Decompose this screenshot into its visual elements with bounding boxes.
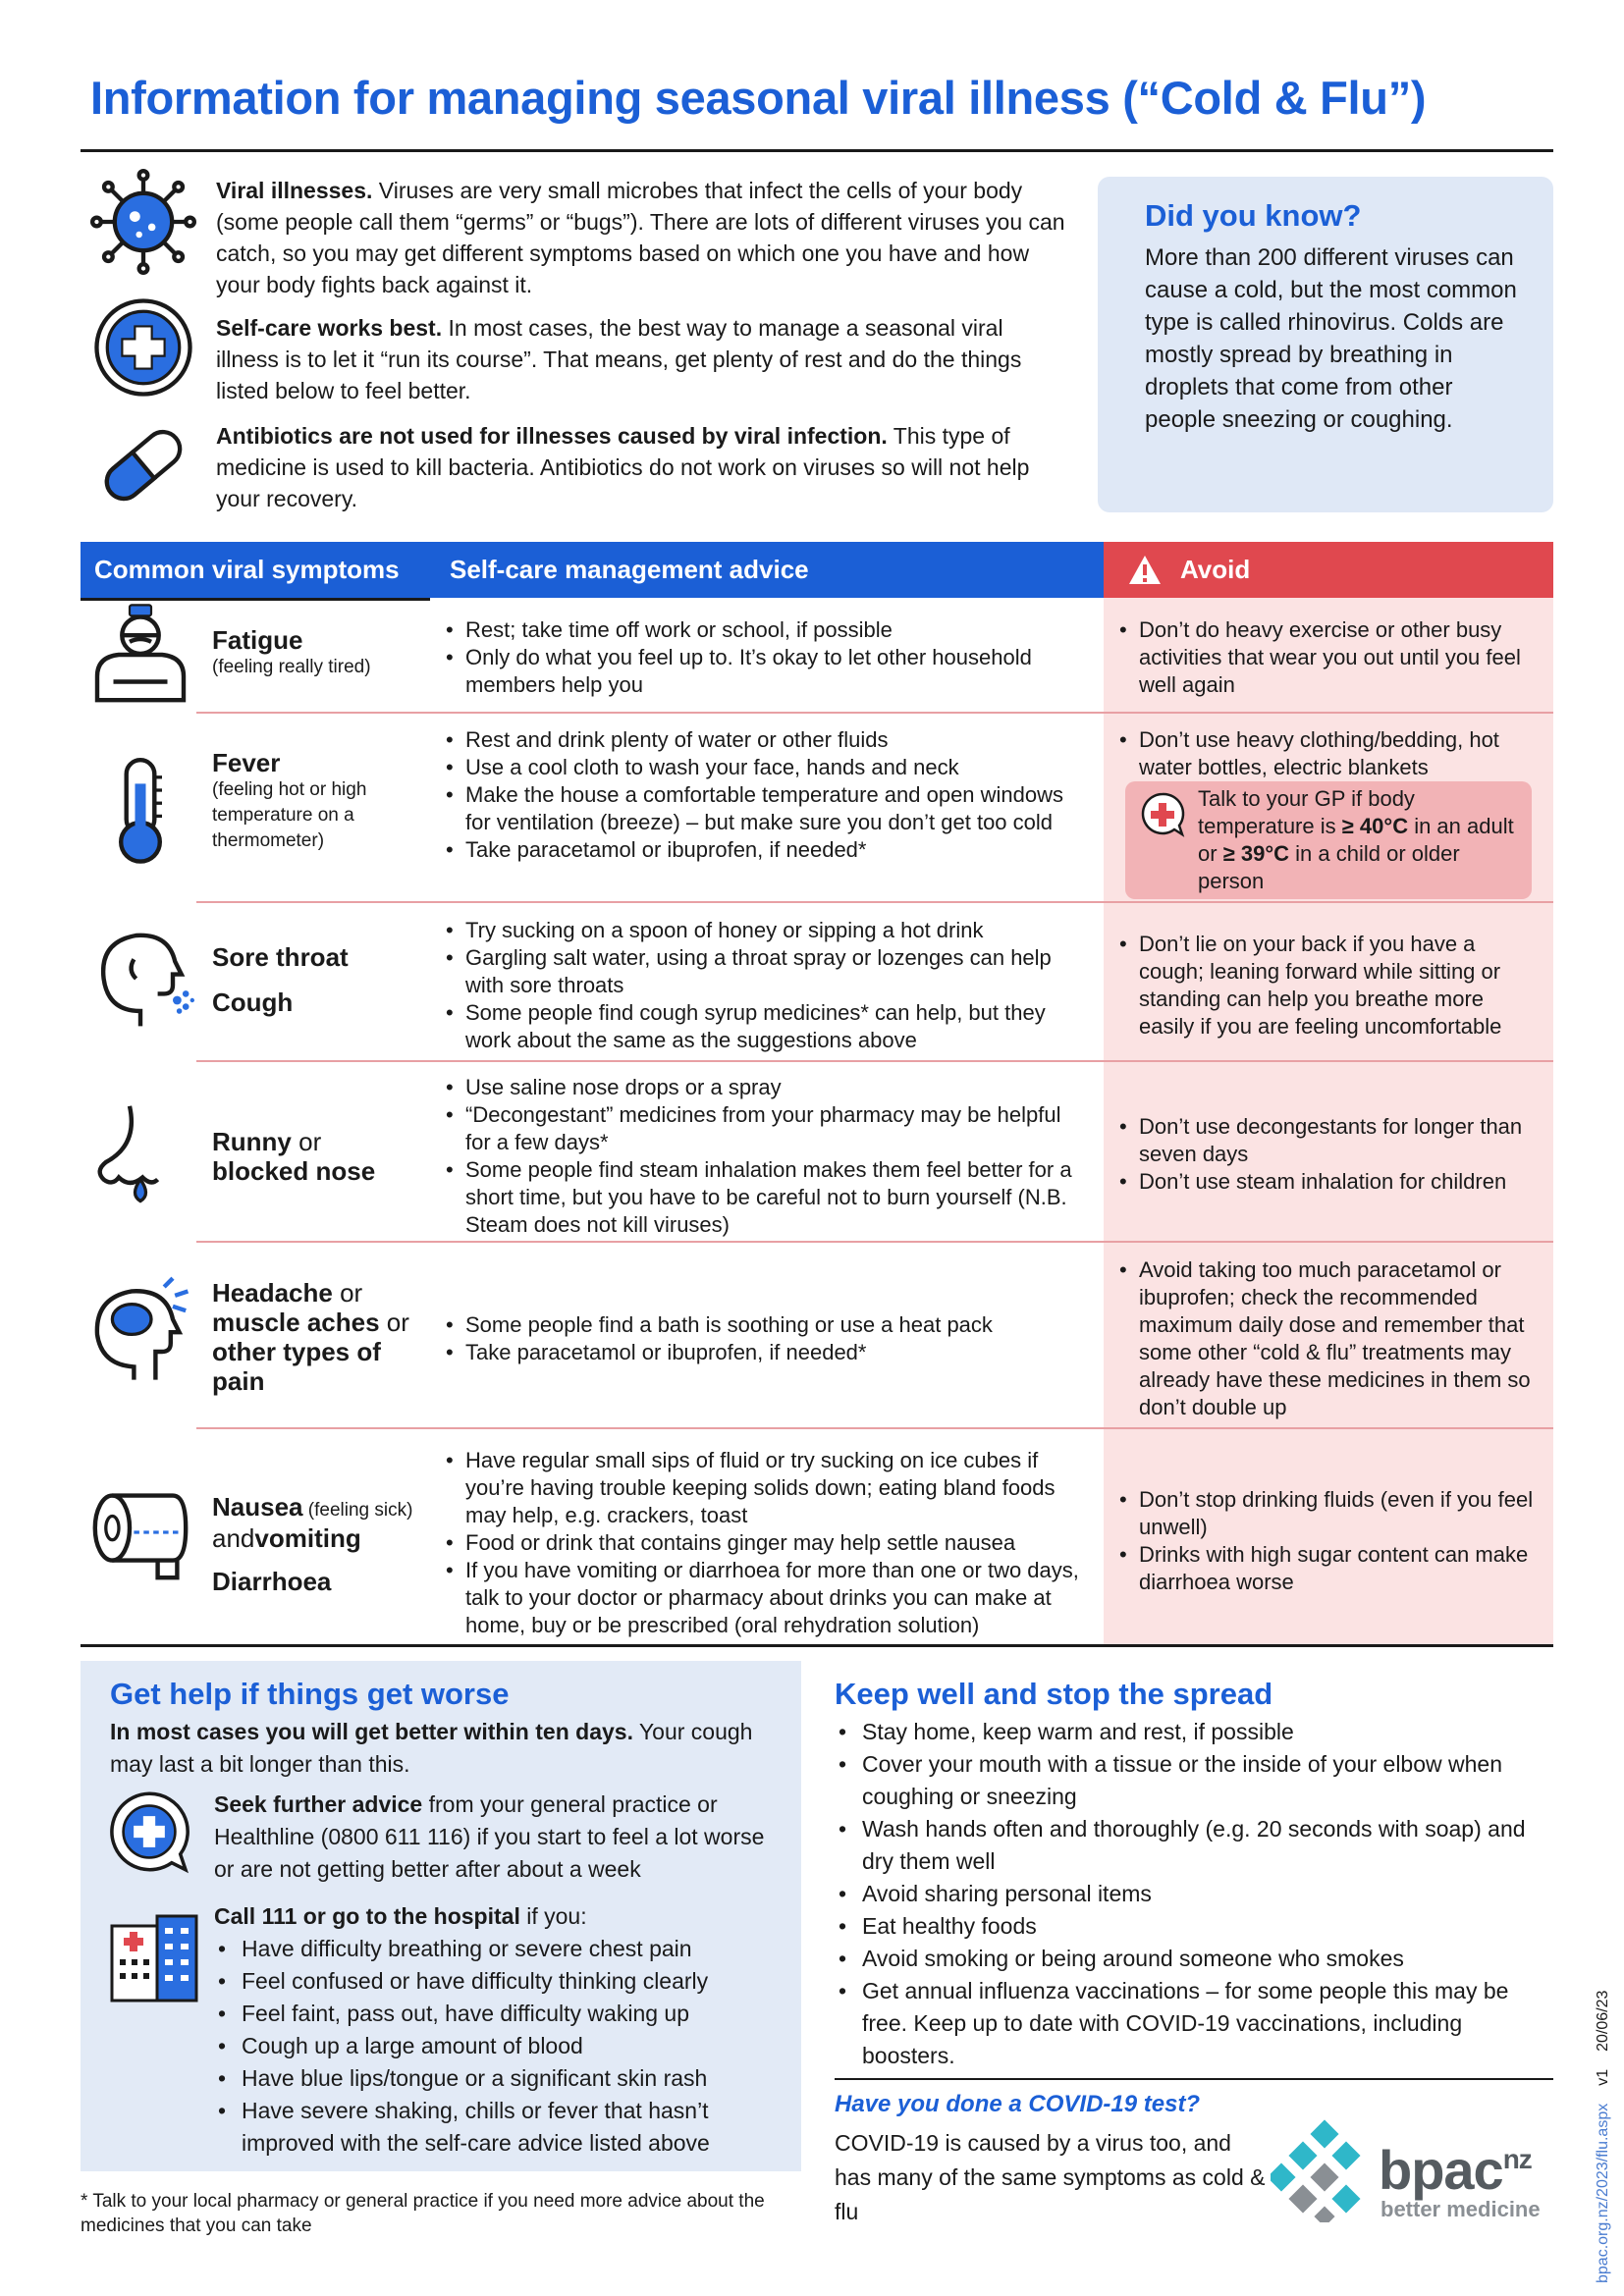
runny-nose-icon <box>86 1097 194 1205</box>
list-item: • Don’t lie on your back if you have a cough; leaning forward while sitting or standing can help you breathe more easily if you are feeling uncomfortable <box>1117 931 1542 1041</box>
medical-cross-icon <box>90 294 196 400</box>
list-item: • Some people find steam inhalation makes them feel better for a short time, but you have to be careful not to burn yourself (N.B. Steam does not kill viruses) <box>444 1156 1092 1239</box>
list-item: • Stay home, keep warm and rest, if possible <box>835 1716 1551 1748</box>
did-you-know-heading: Did you know? <box>1145 198 1362 233</box>
gp-alert-text: Talk to your GP if body temperature is ≥ 40°C in an adult or ≥ 39°C in a child or older person <box>1198 786 1514 893</box>
list-item: • Use saline nose drops or a spray <box>444 1074 1092 1101</box>
table-bottom-rule <box>81 1644 1553 1647</box>
bpac-logo <box>1271 2114 1555 2222</box>
list-item: • Avoid sharing personal items <box>835 1878 1551 1910</box>
seek-advice-text: Seek further advice from your general practice or Healthline (0800 611 116) if you start to feel a lot worse or are not getting better after about a week <box>214 1791 765 1882</box>
list-item: • Food or drink that contains ginger may help settle nausea <box>444 1529 1092 1557</box>
list-item: • Don’t use steam inhalation for children <box>1117 1168 1542 1196</box>
row-divider <box>196 901 1553 903</box>
list-item: • Only do what you feel up to. It’s okay to let other household members help you <box>444 644 1092 699</box>
list-item: • Feel faint, pass out, have difficulty waking up <box>214 1998 793 2030</box>
list-item: • Try sucking on a spoon of honey or sipping a hot drink <box>444 917 1092 944</box>
header-common-symptoms: Common viral symptoms <box>81 542 430 598</box>
self-care-fatigue <box>444 616 1092 699</box>
row-divider <box>196 712 1553 714</box>
did-you-know-text: More than 200 different viruses can cause a cold, but the most common type is called rhinovirus. Colds are mostly spread by breathing in droplets that come from other people sneezing or coughing. <box>1145 244 1517 433</box>
list-item: • Rest; take time off work or school, if possible <box>444 616 1092 644</box>
symptom-fever: Fever (feeling hot or high temperature on a thermometer) <box>212 748 367 851</box>
list-item: • Get annual influenza vaccinations – for some people this may be free. Keep up to date with COVID-19 vaccinations, including boosters. <box>835 1975 1551 2072</box>
covid-section <box>835 2091 1267 2229</box>
self-care-throat-cough <box>444 917 1092 1054</box>
thermometer-icon <box>86 758 194 866</box>
get-help-panel <box>81 1661 801 2171</box>
covid-text: COVID-19 is caused by a virus too, and has many of the same symptoms as cold & flu <box>835 2130 1266 2224</box>
headache-icon <box>86 1276 194 1384</box>
list-item: • Don’t use decongestants for longer than seven days <box>1117 1113 1542 1168</box>
get-help-lead: In most cases you will get better within ten days. Your cough may last a bit longer than this. <box>110 1719 753 1777</box>
row-divider <box>196 1427 1553 1429</box>
get-help-heading: Get help if things get worse <box>110 1677 510 1711</box>
list-item: • Have severe shaking, chills or fever that hasn’t improved with the self-care advice listed above <box>214 2095 793 2160</box>
list-item: • Some people find cough syrup medicines* can help, but they work about the same as the suggestions above <box>444 999 1092 1054</box>
list-item: • Drinks with high sugar content can make diarrhoea worse <box>1117 1541 1542 1596</box>
list-item: • Have regular small sips of fluid or try sucking on ice cubes if you’re having trouble keeping solids down; eating bland foods may help, e.g. crackers, toast <box>444 1447 1092 1529</box>
avoid-fatigue <box>1117 616 1542 699</box>
symptom-fatigue: Fatigue (feeling really tired) <box>212 625 371 677</box>
list-item: • Eat healthy foods <box>835 1910 1551 1943</box>
symptom-headache: Headache or muscle aches or other types of pain <box>212 1278 409 1396</box>
side-reference: bpac.org.nz/2023/flu.aspxv120/06/23 <box>1595 1990 1611 2283</box>
list-item: • “Decongestant” medicines from your pharmacy may be helpful for a few days* <box>444 1101 1092 1156</box>
list-item: • Have blue lips/tongue or a significant skin rash <box>214 2062 793 2095</box>
row-divider <box>196 1060 1553 1062</box>
list-item: • Take paracetamol or ibuprofen, if needed* <box>444 836 1092 864</box>
symptom-runny-nose: Runny or blocked nose <box>212 1127 376 1186</box>
page-title: Information for managing seasonal viral illness (“Cold & Flu”) <box>90 72 1427 124</box>
keep-well-heading: Keep well and stop the spread <box>835 1677 1273 1711</box>
footnote: * Talk to your local pharmacy or general practice if you need more advice about the medicines that you can take <box>81 2191 765 2236</box>
speech-medical-icon <box>106 1789 192 1875</box>
avoid-headache <box>1117 1256 1542 1421</box>
list-item: • Rest and drink plenty of water or other fluids <box>444 726 1092 754</box>
call-111-text: Call 111 or go to the hospital if you: <box>214 1903 587 1929</box>
keep-well-list <box>835 1716 1551 2072</box>
avoid-fever <box>1117 726 1542 781</box>
hospital-icon <box>106 1906 204 2004</box>
warning-icon <box>1127 554 1163 586</box>
list-item: • Gargling salt water, using a throat spray or lozenges can help with sore throats <box>444 944 1092 999</box>
list-item: • Feel confused or have difficulty thinking clearly <box>214 1965 793 1998</box>
intro-antibiotics: Antibiotics are not used for illnesses caused by viral infection. This type of medicine is used to kill bacteria. Antibiotics do not work on viruses so will not help your recovery. <box>216 423 1030 511</box>
list-item: • Make the house a comfortable temperature and open windows for ventilation (breeze) – but make sure you don’t get too cold <box>444 781 1092 836</box>
list-item: • Don’t stop drinking fluids (even if you feel unwell) <box>1117 1486 1542 1541</box>
intro-self-care: Self-care works best. In most cases, the best way to manage a seasonal viral illness is to let it “run its course”. That means, get plenty of rest and do the things listed below to feel better. <box>216 315 1022 403</box>
header-avoid: Avoid <box>1104 542 1553 598</box>
virus-icon <box>90 169 196 275</box>
bpac-tagline: better medicine <box>1380 2197 1541 2221</box>
list-item: • Cover your mouth with a tissue or the inside of your elbow when coughing or sneezing <box>835 1748 1551 1813</box>
list-item: • Some people find a bath is soothing or use a heat pack <box>444 1311 1092 1339</box>
self-care-runny-nose <box>444 1074 1092 1239</box>
list-item: • Don’t do heavy exercise or other busy activities that wear you out until you feel well again <box>1117 616 1542 699</box>
symptom-cough: Cough <box>212 988 294 1017</box>
keep-well-section <box>835 1677 1561 2072</box>
self-care-fever <box>444 726 1092 864</box>
tired-person-icon <box>86 601 194 709</box>
avoid-nausea <box>1117 1486 1542 1596</box>
list-item: • Cough up a large amount of blood <box>214 2030 793 2062</box>
row-divider <box>196 1241 1553 1243</box>
symptom-nausea: Nausea (feeling sick) andvomiting Diarrhoea <box>212 1492 413 1596</box>
header-self-care: Self-care management advice <box>430 542 1104 598</box>
avoid-runny-nose <box>1117 1113 1542 1196</box>
self-care-headache <box>444 1311 1092 1366</box>
title-divider <box>81 149 1553 152</box>
intro-viral-illnesses: Viral illnesses. Viruses are very small microbes that infect the cells of your body (some people call them “germs” or “bugs”). There are lots of different viruses you can catch, so you may get different symptoms based on which one you have and how your body fights back against it. <box>216 178 1065 297</box>
list-item: • Wash hands often and thoroughly (e.g. 20 seconds with soap) and dry them well <box>835 1813 1551 1878</box>
toilet-paper-icon <box>86 1478 194 1586</box>
list-item: • Take paracetamol or ibuprofen, if needed* <box>444 1339 1092 1366</box>
list-item: • Avoid smoking or being around someone who smokes <box>835 1943 1551 1975</box>
list-item: • Avoid taking too much paracetamol or ibuprofen; check the recommended maximum daily dose and remember that some other “cold & flu” treatments may already have these medicines in them so don’t double up <box>1117 1256 1542 1421</box>
emergency-list <box>214 1933 793 2160</box>
list-item: • Have difficulty breathing or severe chest pain <box>214 1933 793 1965</box>
list-item: • Use a cool cloth to wash your face, hands and neck <box>444 754 1092 781</box>
covid-heading: Have you done a COVID-19 test? <box>835 2091 1201 2117</box>
bpac-wordmark: bpac$^{nz}$ <box>1379 2139 1532 2201</box>
symptom-sore-throat: Sore throat <box>212 942 349 972</box>
speech-cross-icon <box>1139 791 1186 838</box>
list-item: • Don’t use heavy clothing/bedding, hot water bottles, electric blankets <box>1117 726 1542 781</box>
bpac-diamond-logo-icon <box>1271 2114 1379 2222</box>
list-item: • If you have vomiting or diarrhoea for more than one or two days, talk to your doctor or pharmacy about drinks you can make at home, buy or be prescribed (oral rehydration solution) <box>444 1557 1092 1639</box>
avoid-throat-cough <box>1117 931 1542 1041</box>
covid-divider <box>835 2078 1553 2080</box>
gp-alert-box <box>1125 781 1532 899</box>
did-you-know-box <box>1098 177 1553 512</box>
self-care-nausea <box>444 1447 1092 1639</box>
coughing-head-icon <box>86 925 194 1033</box>
capsule-icon <box>90 412 196 518</box>
